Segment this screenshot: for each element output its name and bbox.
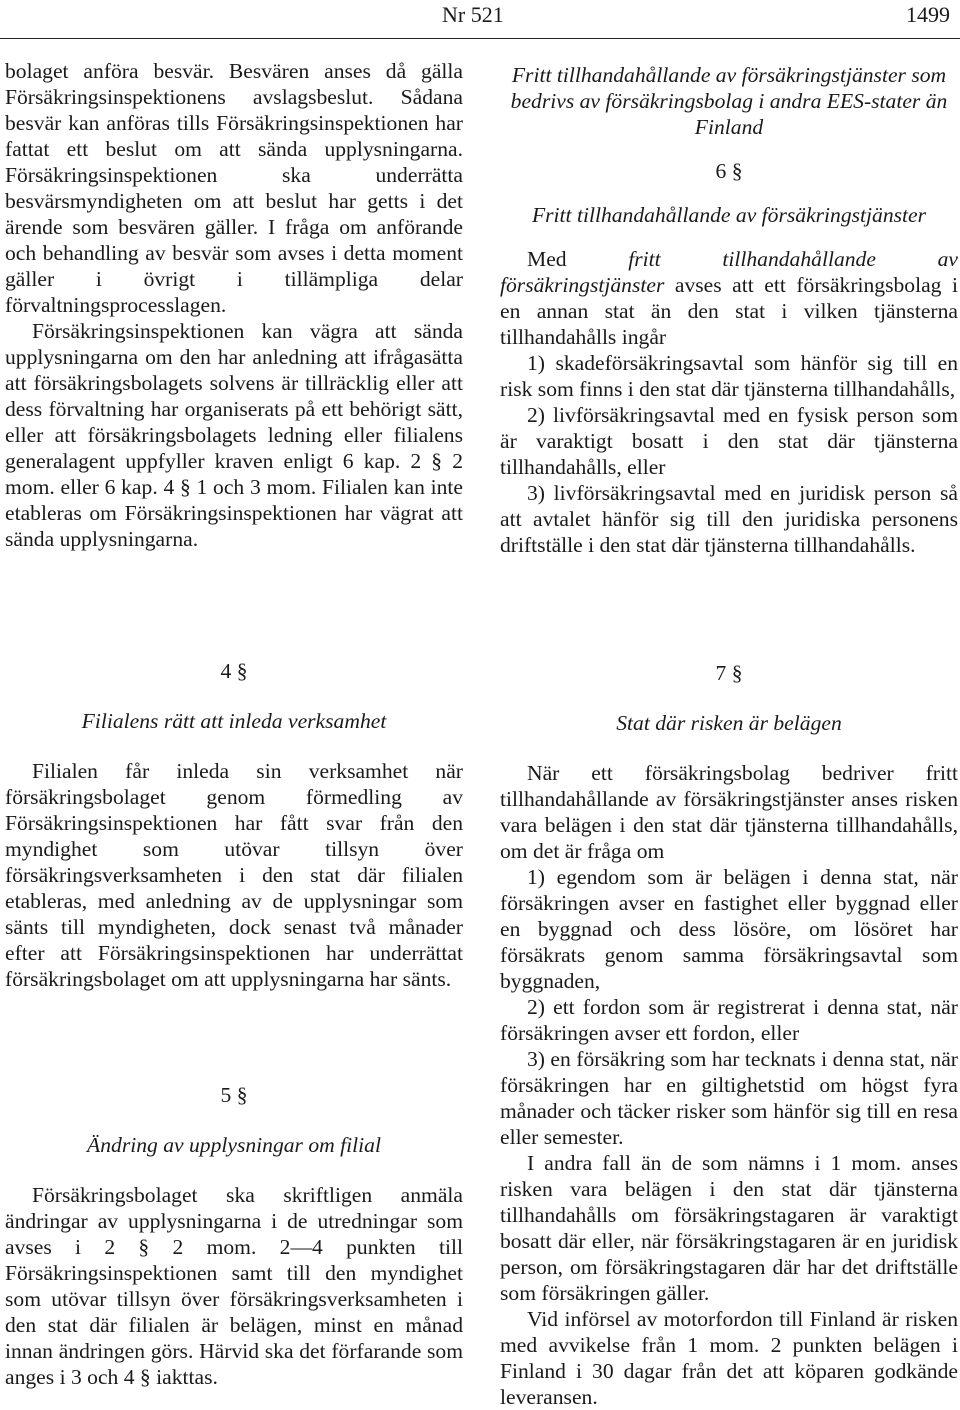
list-item: 3) livförsäkringsavtal med en juridisk person så att avtalet hänför sig till den juridiska personens driftställe i den stat där tjänsterna tillhandahålls. xyxy=(500,481,958,557)
section-number: 6 § xyxy=(715,159,743,183)
list-item: 3) en försäkring som har tecknats i denna stat, när försäkringen har en giltighetstid om högst fyra månader och täcker risker som hänför sig till en resa eller semester. xyxy=(500,1047,958,1149)
paragraph: bolaget anföra besvär. Besvären anses då gälla Försäkringsinspektionens avslagsbeslut. Sådana besvär kan anföras tills Försäkringsinspektionen har fattat ett beslut om att sända upplysningarna. Försäkringsinspektionen ska underrätta besvärsmyndigheten om att beslut har getts i det ärende som besvären gäller. I fråga om anförande och behandling av besvär som avses i detta moment gäller i övrigt i tillämpliga delar förvaltningsprocesslagen. xyxy=(5,59,463,317)
paragraph: Filialen får inleda sin verksamhet när försäkringsbolaget genom förmedling av Försäkringsinspektionen har fått svar från den myndighet som utövar tillsyn över försäkringsverksamheten i den stat där filialen etableras, med anledning av de upplysningar som sänts till myndigheten, dock senast två månader efter att Försäkringsinspektionen har underrättat försäkringsbolaget om att upplysningarna har sänts. xyxy=(5,759,463,991)
paragraph: Vid införsel av motorfordon till Finland är risken med avvikelse från 1 mom. 2 punkten belägen i Finland i 30 dagar från det att köparen godkände leveransen. xyxy=(500,1307,958,1409)
defined-term: fritt tillhandahållande av försäkringstjänster xyxy=(500,247,958,297)
left-top-text xyxy=(5,58,463,552)
paragraph: Försäkringsbolaget ska skriftligen anmäla ändringar av upplysningarna i de utredningar som avses i 2 § 2 mom. 2—4 punkten till Försäkringsinspektionen samt till den myndighet som utövar tillsyn över försäkringsverksamheten i den stat där filialen är belägen, minst en månad innan ändringen görs. Härvid ska det förfarande som anges i 3 och 4 § iakttas. xyxy=(5,1183,463,1389)
section-7 xyxy=(500,660,958,1410)
section-title: Fritt tillhandahållande av försäkringstjänster xyxy=(531,203,927,227)
page-header xyxy=(0,0,960,30)
section-number: 7 § xyxy=(715,661,743,685)
section-title: Stat där risken är belägen xyxy=(616,711,842,735)
intro-rest: avses att ett försäkringsbolag i en annan stat än den stat i vilken tjänsterna tillhandahålls ingår xyxy=(500,273,958,349)
section-number: 4 § xyxy=(220,659,248,683)
list-item: 2) ett fordon som är registrerat i denna stat, när försäkringen avser ett fordon, eller xyxy=(500,995,958,1045)
paragraph: När ett försäkringsbolag bedriver fritt tillhandahållande av försäkringstjänster anses risken vara belägen i den stat där tjänsterna tillhandahålls, om det är fråga om xyxy=(500,761,958,863)
paragraph: Försäkringsinspektionen kan vägra att sända upplysningarna om den har anledning att ifrågasätta att försäkringsbolagets solvens är tillräcklig eller att dess förvaltning har organiserats på ett behörigt sätt, eller att försäkringsbolagets ledning eller filialens generalagent uppfyller kraven enligt 6 kap. 2 § 2 mom. eller 6 kap. 4 § 1 och 3 mom. Filialen kan inte etableras om Försäkringsinspektionen har vägrat att sända upplysningarna. xyxy=(5,319,463,551)
right-top-text xyxy=(500,62,958,558)
chapter-heading: Fritt tillhandahållande av försäkringstjänster som bedrivs av försäkringsbolag i andra EES-stater än Finland xyxy=(510,63,948,139)
section-5 xyxy=(5,1082,463,1390)
list-item: 1) egendom som är belägen i denna stat, när försäkringen avser en fastighet eller byggnad eller en byggnad och dess lösöre, om lösöret har försäkrats genom samma försäkringsavtal som byggnaden, xyxy=(500,865,958,993)
section-title: Filialens rätt att inleda verksamhet xyxy=(81,709,387,733)
section-title: Ändring av upplysningar om filial xyxy=(87,1133,381,1157)
section-4 xyxy=(5,658,463,992)
issue-number: Nr 521 xyxy=(442,2,504,27)
list-item: 1) skadeförsäkringsavtal som hänför sig till en risk som finns i den stat där tjänsterna tillhandahålls, xyxy=(500,351,958,401)
list-item: 2) livförsäkringsavtal med en fysisk person som är varaktigt bosatt i den stat där tjänsterna tillhandahålls, eller xyxy=(500,403,958,479)
paragraph: I andra fall än de som nämns i 1 mom. anses risken vara belägen i den stat där tjänsterna tillhandahålls om försäkringstagaren är varaktigt bosatt där eller, när försäkringstagaren är en juridisk person, om försäkringstagaren där har det driftställe som försäkringen gäller. xyxy=(500,1151,958,1305)
section-number: 5 § xyxy=(220,1083,248,1107)
page-number: 1499 xyxy=(906,2,950,27)
header-rule xyxy=(0,38,960,39)
intro-lead: Med xyxy=(527,247,629,271)
paragraph xyxy=(500,246,958,350)
